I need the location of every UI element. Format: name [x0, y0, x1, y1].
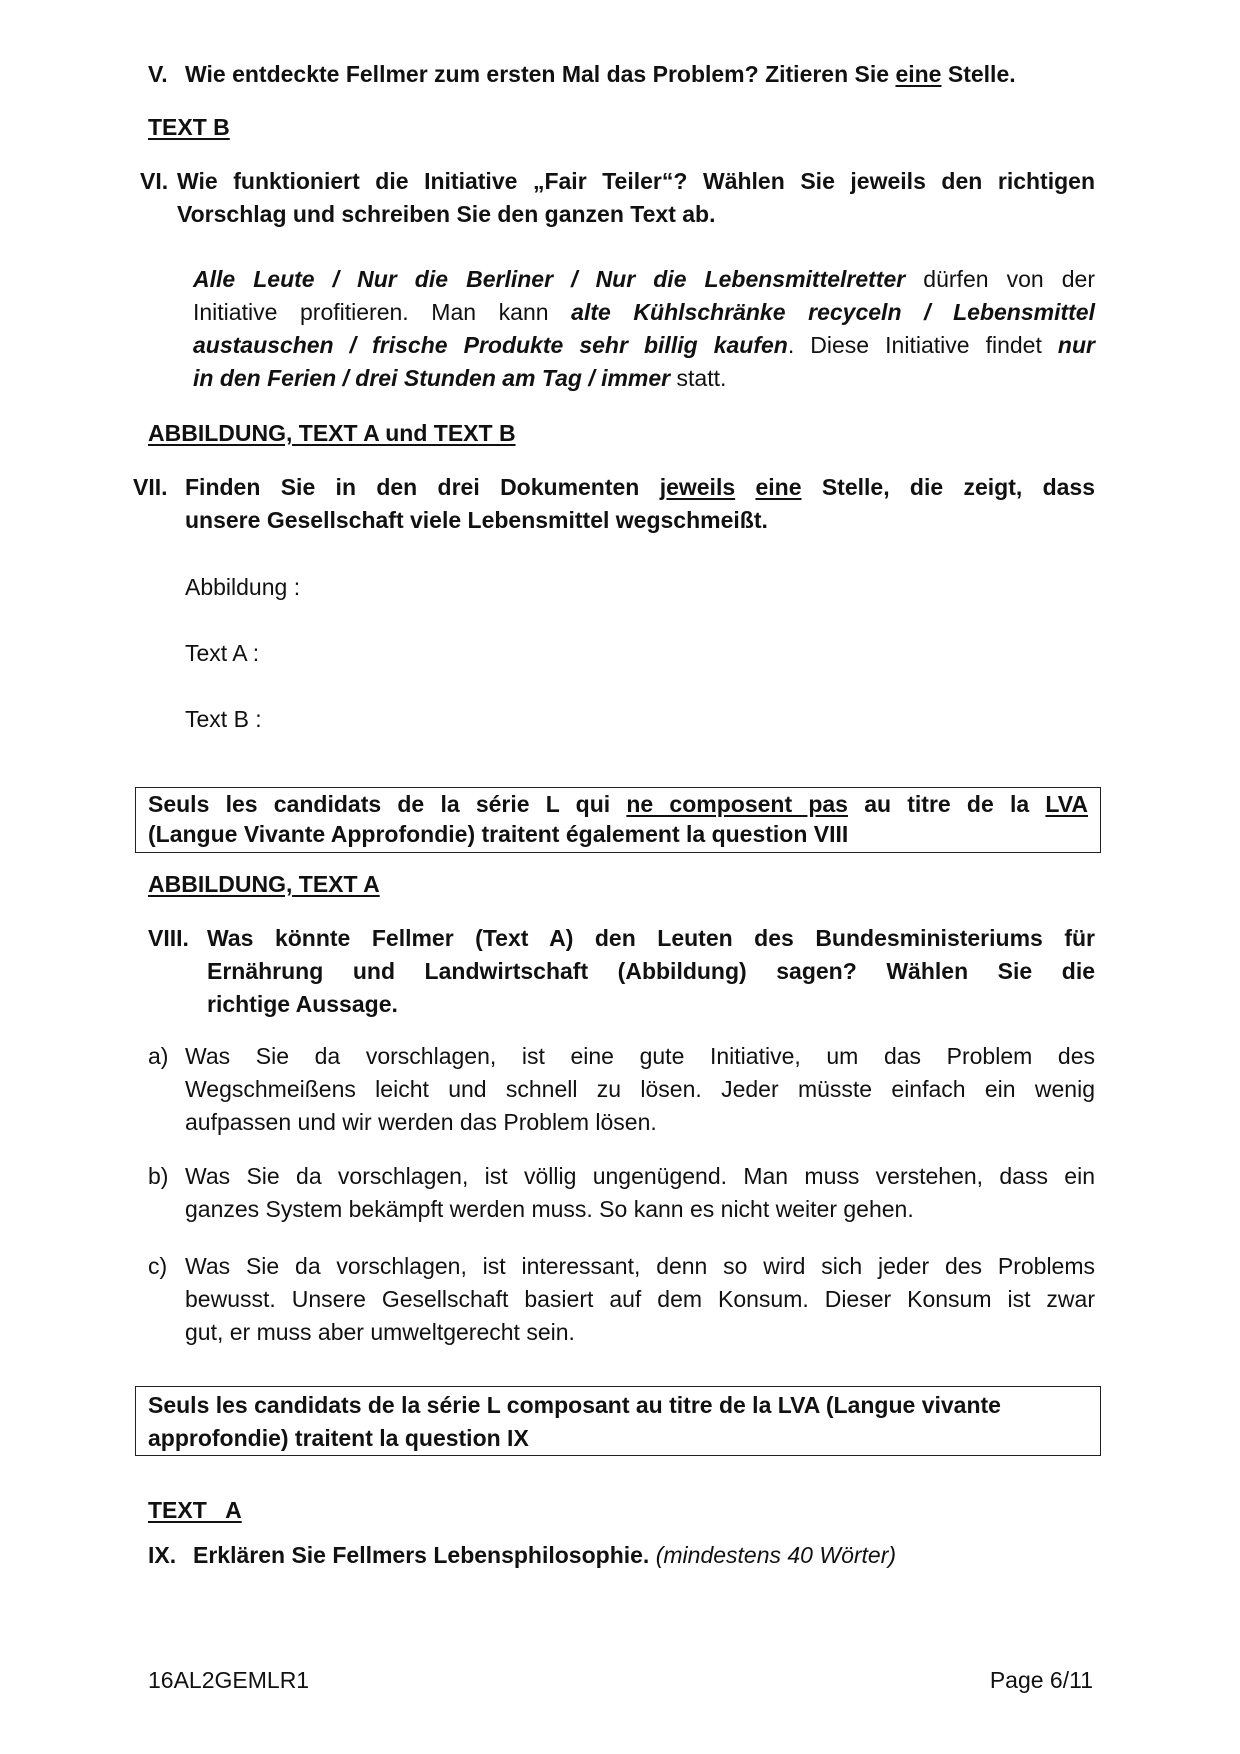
passage-options-1: Alle Leute / Nur die Berliner / Nur die Lebensmittelretter — [193, 266, 906, 292]
passage-options-2b: austauschen / frische Produkte sehr billig kaufen — [193, 332, 788, 358]
option-a-line-2: Wegschmeißens leicht und schnell zu lösen. Jeder müsste einfach ein wenig — [185, 1076, 1095, 1102]
option-c-label: c) — [148, 1253, 168, 1279]
question-v-text-part: Wie entdeckte Fellmer zum ersten Mal das Problem? Zitieren Sie — [185, 61, 896, 87]
passage-text-3: . Diese Initiative findet — [787, 332, 1058, 358]
footer-page-number: Page 6/11 — [989, 1667, 1093, 1693]
instruction-box-ix-line-1: Seuls les candidats de la série L composant au titre de la LVA (Langue vivante — [148, 1392, 1001, 1418]
question-vii-emphasis-2: eine — [755, 474, 802, 500]
option-c-text — [185, 1250, 1095, 1349]
question-ix-prompt: Erklären Sie Fellmers Lebensphilosophie. — [193, 1542, 650, 1568]
passage-line-4 — [193, 362, 1095, 395]
instruction-box-ix-text — [148, 1389, 1088, 1455]
question-vi-line-2: Vorschlag und schreiben Sie den ganzen Text ab. — [177, 201, 716, 227]
option-b-line-1: Was Sie da vorschlagen, ist völlig ungenügend. Man muss verstehen, dass ein — [185, 1163, 1095, 1189]
question-viii-line-3: richtige Aussage. — [207, 991, 398, 1017]
question-viii-line-2: Ernährung und Landwirtschaft (Abbildung) sagen? Wählen Sie die — [207, 958, 1095, 984]
question-v-text-end: Stelle. — [941, 61, 1016, 87]
question-vii-line-2: unsere Gesellschaft viele Lebensmittel wegschmeißt. — [185, 507, 768, 533]
instruction-box-viii — [135, 787, 1101, 853]
question-vii-emphasis-1: jeweils — [659, 474, 736, 500]
question-vi-line-1: Wie funktioniert die Initiative „Fair Teiler“? Wählen Sie jeweils den richtigen — [177, 168, 1095, 194]
box1-lva: LVA — [1045, 791, 1088, 817]
question-vi-number: VI. — [140, 168, 169, 194]
instruction-box-ix — [135, 1386, 1101, 1456]
passage-text-2: Initiative profitieren. Man kann — [193, 299, 572, 325]
question-v-number: V. — [148, 61, 168, 87]
question-vi-passage — [193, 263, 1095, 395]
passage-line-1 — [193, 263, 1095, 296]
option-c-line-2: bewusst. Unsere Gesellschaft basiert auf dem Konsum. Dieser Konsum ist zwar — [185, 1286, 1095, 1312]
question-ix-number: IX. — [148, 1542, 177, 1568]
answer-label-text-b: Text B : — [185, 706, 262, 732]
question-vii-part-b: Stelle, die zeigt, dass — [801, 474, 1096, 500]
section-heading-text-a: TEXT A — [148, 1497, 242, 1523]
question-vii-part-a: Finden Sie in den drei Dokumenten — [185, 474, 660, 500]
option-a-label: a) — [148, 1043, 169, 1069]
passage-line-2 — [193, 296, 1095, 329]
option-a-line-3: aufpassen und wir werden das Problem lösen. — [185, 1109, 657, 1135]
passage-options-3a: nur — [1057, 332, 1095, 358]
passage-options-2a: alte Kühlschränke recyceln / Lebensmittel — [571, 299, 1095, 325]
option-a-text — [185, 1040, 1095, 1139]
question-vii-space — [735, 474, 755, 500]
instruction-box-viii-line-2: (Langue Vivante Approfondie) traitent également la question VIII — [148, 821, 849, 847]
passage-line-3 — [193, 329, 1095, 362]
section-heading-abbildung-text-a: ABBILDUNG, TEXT A — [148, 871, 380, 897]
option-c-line-3: gut, er muss aber umweltgerecht sein. — [185, 1319, 575, 1345]
question-vi-text — [177, 165, 1095, 231]
option-b-line-2: ganzes System bekämpft werden muss. So kann es nicht weiter gehen. — [185, 1196, 914, 1222]
question-ix-text — [193, 1539, 1093, 1572]
box1-part-b: au titre de la — [847, 791, 1046, 817]
passage-text-1: dürfen von der — [905, 266, 1095, 292]
option-a-line-1: Was Sie da vorschlagen, ist eine gute Initiative, um das Problem des — [185, 1043, 1095, 1069]
instruction-box-ix-line-2: approfondie) traitent la question IX — [148, 1425, 529, 1451]
instruction-box-viii-line-1 — [148, 789, 1088, 819]
box1-part-a: Seuls les candidats de la série L qui — [148, 791, 627, 817]
question-v-text — [185, 58, 1095, 91]
question-ix-note: (mindestens 40 Wörter) — [655, 1542, 897, 1568]
passage-options-3b: in den Ferien / drei Stunden am Tag / immer — [193, 365, 671, 391]
question-viii-number: VIII. — [148, 925, 189, 951]
passage-text-4: statt. — [670, 365, 727, 391]
answer-label-text-a: Text A : — [185, 640, 260, 666]
section-heading-abbildung-text-a-b: ABBILDUNG, TEXT A und TEXT B — [148, 420, 516, 446]
option-b-text — [185, 1160, 1095, 1226]
question-viii-text — [207, 922, 1095, 1021]
option-c-line-1: Was Sie da vorschlagen, ist interessant, denn so wird sich jeder des Problems — [185, 1253, 1095, 1279]
question-vii-number: VII. — [133, 474, 168, 500]
question-vii-text — [185, 471, 1095, 537]
option-b-label: b) — [148, 1163, 169, 1189]
section-heading-text-b: TEXT B — [148, 114, 230, 140]
question-vii-line-1 — [185, 471, 1095, 504]
question-viii-line-1: Was könnte Fellmer (Text A) den Leuten des Bundesministeriums für — [207, 925, 1095, 951]
footer-document-code: 16AL2GEMLR1 — [148, 1667, 310, 1693]
box1-emphasis: ne composent pas — [626, 791, 848, 817]
answer-label-abbildung: Abbildung : — [185, 574, 301, 600]
instruction-box-viii-text — [148, 789, 1088, 849]
question-v-emphasis: eine — [895, 61, 942, 87]
